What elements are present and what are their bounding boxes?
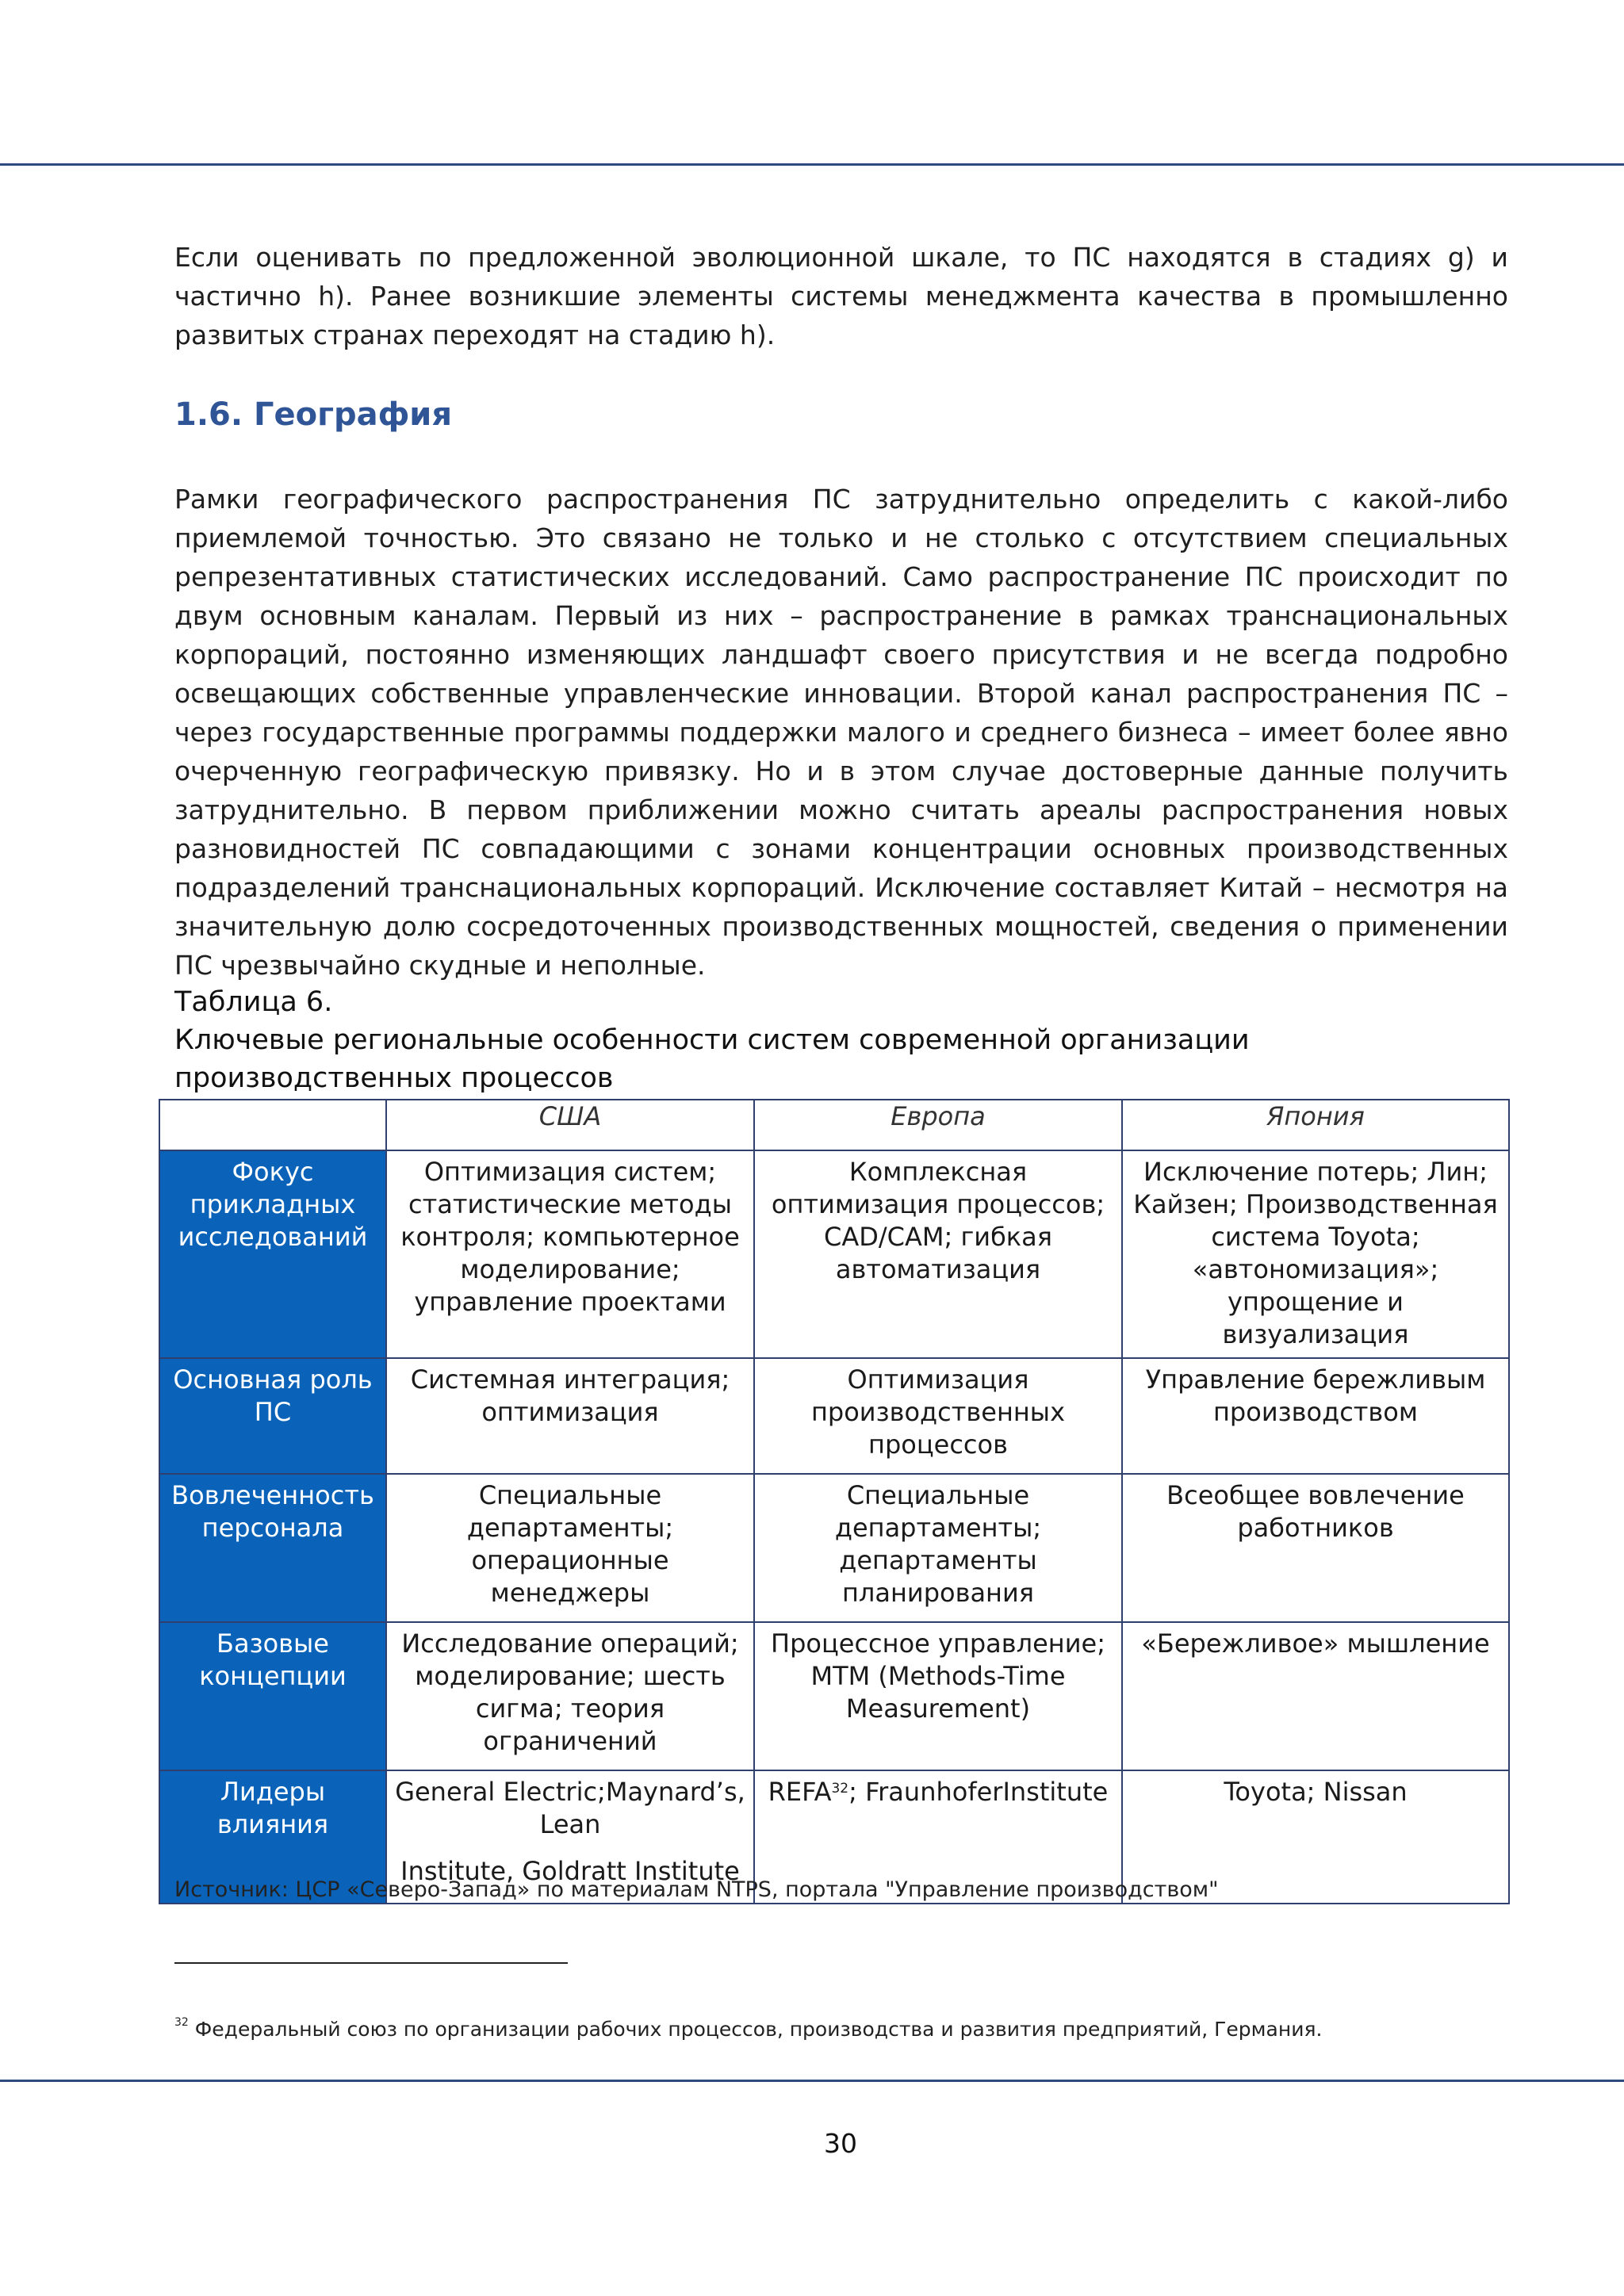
table-cell: Процессное управление; MTM (Methods-Time Measurement) bbox=[754, 1622, 1122, 1770]
footnote-text: Федеральный союз по организации рабочих процессов, производства и развития предприятий, Германия. bbox=[194, 2018, 1323, 2041]
table-row bbox=[159, 1358, 1509, 1474]
regional-features-table bbox=[159, 1099, 1510, 1904]
row-header: Лидеры влияния bbox=[159, 1770, 386, 1904]
row-header: Базовые концепции bbox=[159, 1622, 386, 1770]
table-cell: Оптимизация систем; статистические методы контроля; компьютерное моделирование; управление проектами bbox=[386, 1150, 754, 1358]
footnote-marker[interactable]: 32 bbox=[831, 1781, 849, 1797]
table-source: Источник: ЦСР «Северо-Запад» по материалам NTPS, портала "Управление производством" bbox=[174, 1877, 1219, 1902]
table-row bbox=[159, 1622, 1509, 1770]
footnote-number: 32 bbox=[174, 2016, 189, 2029]
table-cell: Системная интеграция; оптимизация bbox=[386, 1358, 754, 1474]
table-cell: Toyota; Nissan bbox=[1122, 1770, 1509, 1904]
table-header-row bbox=[159, 1100, 1509, 1150]
empty-corner-cell bbox=[159, 1100, 386, 1150]
table-cell: Всеобщее вовлечение работников bbox=[1122, 1474, 1509, 1622]
header-rule bbox=[0, 163, 1624, 166]
table-cell: Комплексная оптимизация процессов; CAD/CAM; гибкая автоматизация bbox=[754, 1150, 1122, 1358]
cell-text-continued: ; FraunhoferInstitute bbox=[848, 1777, 1109, 1807]
table-row bbox=[159, 1150, 1509, 1358]
table-title: Ключевые региональные особенности систем современной организации производственных процессов bbox=[174, 1024, 1250, 1094]
table-cell: «Бережливое» мышление bbox=[1122, 1622, 1509, 1770]
table-cell: Специальные департаменты; операционные менеджеры bbox=[386, 1474, 754, 1622]
row-header: Фокус прикладных исследований bbox=[159, 1150, 386, 1358]
table-cell: Исследование операций; моделирование; шесть сигма; теория ограничений bbox=[386, 1622, 754, 1770]
column-header-japan: Япония bbox=[1122, 1100, 1509, 1150]
footer-rule bbox=[0, 2080, 1624, 2082]
footnote-divider bbox=[174, 1962, 568, 1964]
table-cell: Исключение потерь; Лин; Кайзен; Производственная система Toyota; «автономизация»; упрощение и визуализация bbox=[1122, 1150, 1509, 1358]
footnote bbox=[174, 2018, 1322, 2041]
cell-text-continued: Institute, Goldratt Institute bbox=[400, 1856, 740, 1886]
geography-paragraph: Рамки географического распространения ПС затруднительно определить с какой-либо приемлемой точностью. Это связано не только и не столько с отсутствием специальных репрезентативных статистических исследований. Само распространение ПС происходит по двум основным каналам. Первый из них – распространение в рамках транснациональных корпораций, постоянно изменяющих ландшафт своего присутствия и не всегда подробно освещающих собственные управленческие инновации. Второй канал распространения ПС – через государственные программы поддержки малого и среднего бизнеса – имеет более явно очерченную географическую привязку. Но и в этом случае достоверные данные получить затруднительно. В первом приближении можно считать ареалы распространения новых разновидностей ПС совпадающими с зонами концентрации основных производственных подразделений транснациональных корпораций. Исключение составляет Китай – несмотря на значительную долю сосредоточенных производственных мощностей, сведения о применении ПС чрезвычайно скудные и неполные. bbox=[174, 484, 1508, 981]
cell-text: REFA bbox=[768, 1777, 832, 1807]
cell-text: General Electric;Maynard’s, Lean bbox=[395, 1777, 745, 1839]
section-heading: 1.6. География bbox=[174, 396, 452, 433]
page-number: 30 bbox=[824, 2128, 857, 2159]
table-cell: Оптимизация производственных процессов bbox=[754, 1358, 1122, 1474]
intro-paragraph: Если оценивать по предложенной эволюционной шкале, то ПС находятся в стадиях g) и частично h). Ранее возникшие элементы системы менеджмента качества в промышленно развитых странах переходят на стадию h). bbox=[174, 242, 1508, 350]
row-header: Вовлеченность персонала bbox=[159, 1474, 386, 1622]
table-cell: Специальные департаменты; департаменты планирования bbox=[754, 1474, 1122, 1622]
row-header: Основная роль ПС bbox=[159, 1358, 386, 1474]
column-header-europe: Европа bbox=[754, 1100, 1122, 1150]
table-label: Таблица 6. bbox=[174, 986, 333, 1018]
table-row bbox=[159, 1474, 1509, 1622]
column-header-usa: США bbox=[386, 1100, 754, 1150]
table-cell: Управление бережливым производством bbox=[1122, 1358, 1509, 1474]
